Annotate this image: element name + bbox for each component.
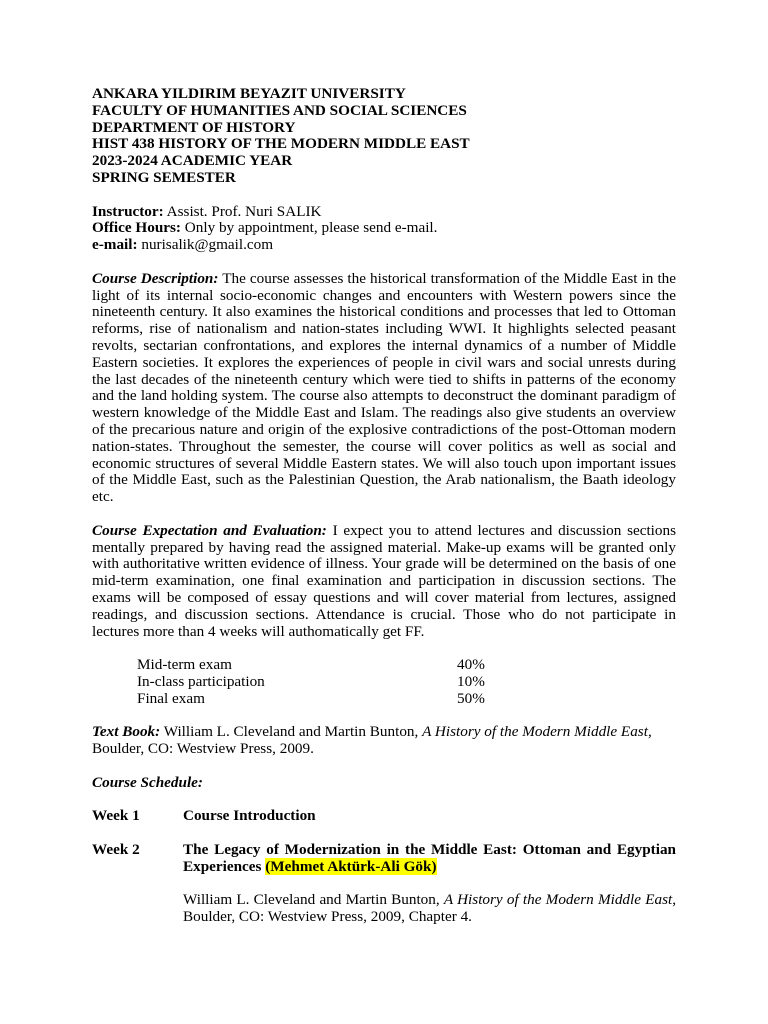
grading-row [137,674,676,691]
textbook-publisher: , Boulder, CO: Westview Press, 2009. [92,723,652,758]
university-name: ANKARA YILDIRIM BEYAZIT UNIVERSITY [92,85,406,102]
email-value: nurisalik@gmail.com [137,236,274,254]
office-hours-line [92,220,676,237]
semester: SPRING SEMESTER [92,168,236,186]
grading-item-weight: 10% [457,672,485,690]
schedule-heading: Course Schedule: [92,773,203,791]
week-row [92,842,676,876]
week-label: Week 1 [92,807,140,825]
instructor-label: Instructor: [92,202,164,220]
grading-item-name: Final exam [137,689,205,707]
office-hours-label: Office Hours: [92,219,181,237]
reading-details: , Boulder, CO: Westview Press, 2009, Chapter 4. [183,891,676,926]
reading-title: A History of the Modern Middle East [443,891,673,909]
grading-item-name: Mid-term exam [137,656,232,674]
reading-authors: William L. Cleveland and Martin Bunton, [183,891,444,909]
course-expectation [92,523,676,641]
grading-row [137,657,676,674]
grading-item-weight: 50% [457,689,485,707]
grading-row [137,691,676,708]
textbook-title: A History of the Modern Middle East [422,723,648,741]
document-content [92,86,676,926]
faculty-name: FACULTY OF HUMANITIES AND SOCIAL SCIENCES [92,101,467,119]
textbook [92,724,676,758]
week-label: Week 2 [92,840,140,858]
instructor-line [92,204,676,221]
textbook-label: Text Book: [92,723,161,741]
week-title: The Legacy of Modernization in the Middle East: Ottoman and Egyptian Experiences [183,840,676,875]
grading-table [137,657,676,707]
instructor-value: Assist. Prof. Nuri SALIK [163,202,322,220]
week-title: Course Introduction [183,807,316,825]
course-description-label: Course Description: [92,269,219,287]
week-row [92,808,676,825]
textbook-authors: William L. Cleveland and Martin Bunton, [160,723,423,741]
course-description-text: The course assesses the historical transformation of the Middle East in the light of its internal socio-economic changes and encounters with Western powers since the nineteenth century. It also examines the historical conditions and processes that led to Ottoman reforms, rise of nationalism and nation-states including WWI. It highlights selected peasant revolts, sectarian confrontations, and explores the internal dynamics of a number of Middle Eastern societies. It explores the experiences of people in civil wars and social unrests during the last decades of the nineteenth century which were tied to shifts in patterns of the economy and the land holding system. The course also attempts to deconstruct the dominant paradigm of western knowledge of the Middle East and Islam. The readings also give students an overview of the precarious nature and origin of the explosive contradictions of the post-Ottoman modern nation-states. Throughout the semester, the course will cover politics as well as social and economic structures of several Middle Eastern states. We will also touch upon important issues of the Middle East, such as the Palestinian Question, the Arab nationalism, the Baath ideology etc. [92,269,676,506]
email-line [92,237,676,254]
week-reading [183,892,676,926]
week-presenters-highlight: (Mehmet Aktürk-Ali Gök) [265,857,437,875]
course-expectation-label: Course Expectation and Evaluation: [92,521,327,539]
week-title-block [183,842,676,876]
department-name: DEPARTMENT OF HISTORY [92,118,296,136]
office-hours-value: Only by appointment, please send e-mail. [181,219,438,237]
course-expectation-text: I expect you to attend lectures and discussion sections mentally prepared by having read the assigned material. Make-up exams will be granted only with authoritative written evidence of illness. Your grade will be determined on the basis of one mid-term examination, one final examination and participation in discussion sections. The exams will be composed of essay questions and will cover material from lectures, assigned readings, and discussion sections. Attendance is crucial. Those who do not participate in lectures more than 4 weeks will authomatically get FF. [92,521,676,640]
course-title: HIST 438 HISTORY OF THE MODERN MIDDLE EAST [92,135,470,153]
grading-item-name: In-class participation [137,672,265,690]
course-description [92,271,676,506]
email-label: e-mail: [92,236,138,254]
academic-year: 2023-2024 ACADEMIC YEAR [92,152,293,170]
grading-item-weight: 40% [457,656,485,674]
